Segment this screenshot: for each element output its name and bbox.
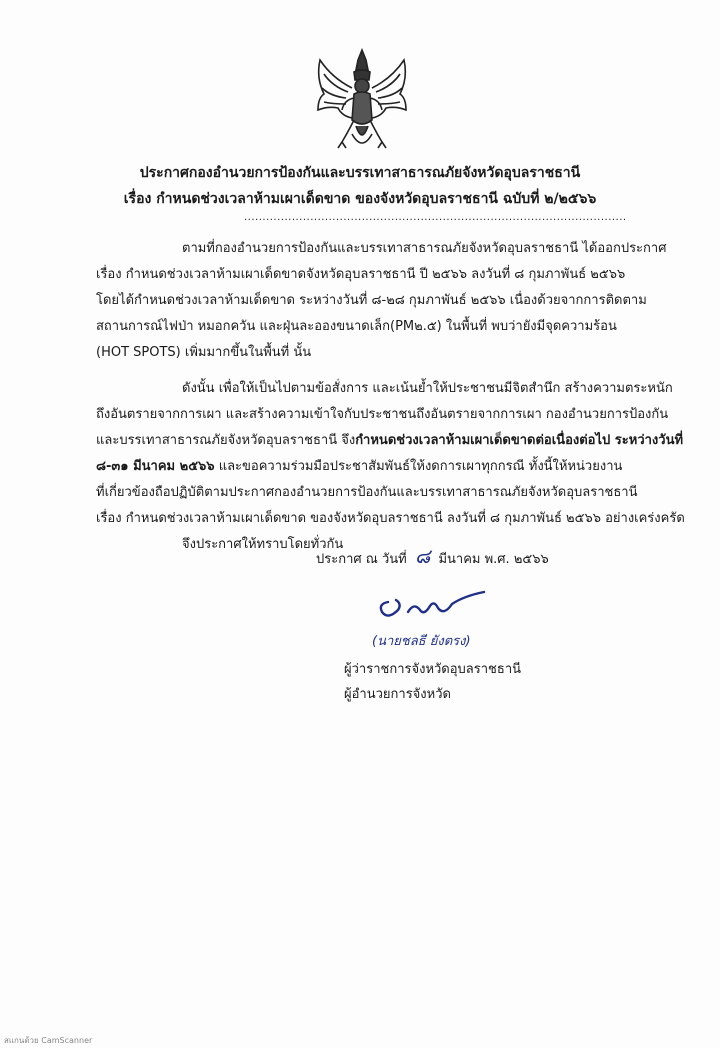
closing-statement: จึงประกาศให้ทราบโดยทั่วกัน <box>182 537 344 552</box>
paragraph-2-line-3-text: และบรรเทาสาธารณภัยจังหวัดอุบลราชธานี จึง <box>96 433 356 448</box>
handwritten-signature-icon <box>374 582 494 626</box>
scanner-watermark: สแกนด้วย CamScanner <box>4 1036 93 1045</box>
paragraph-1-line-1: ตามที่กองอำนวยการป้องกันและบรรเทาสาธารณภัยจังหวัดอุบลราชธานี ได้ออกประกาศ <box>182 241 667 256</box>
paragraph-2-line-1: ดังนั้น เพื่อให้เป็นไปตามข้อสั่งการ และเน้นย้ำให้ประชาชนมีจิตสำนึก สร้างความตระหนัก <box>182 381 673 396</box>
paragraph-2-line-6: เรื่อง กำหนดช่วงเวลาห้ามเผาเด็ดขาด ของจังหวัดอุบลราชธานี ลงวันที่ ๘ กุมภาพันธ์ ๒๕๖๖ อย่างเคร่งครัด <box>96 511 685 526</box>
title-separator: ........................................................................................................ <box>244 212 627 223</box>
paragraph-2-line-2: ถึงอันตรายจากการเผา และสร้างความเข้าใจกับประชาชนถึงอันตรายจากการเผา กองอำนวยการป้องกัน <box>96 407 669 422</box>
paragraph-1-line-3: โดยได้กำหนดช่วงเวลาห้ามเด็ดขาด ระหว่างวันที่ ๘-๒๘ กุมภาพันธ์ ๒๕๖๖ เนื่องด้วยจากการติดตาม <box>96 293 647 308</box>
handwritten-day: ๘ <box>414 544 431 568</box>
paragraph-1-line-4: สถานการณ์ไฟป่า หมอกควัน และฝุ่นละอองขนาดเล็ก(PM๒.๕) ในพื้นที่ พบว่ายังมีจุดความร้อน <box>96 319 617 334</box>
paragraph-1-line-5: (HOT SPOTS) เพิ่มมากขึ้นในพื้นที่ นั้น <box>96 345 312 360</box>
signer-name <box>372 630 471 651</box>
paragraph-2-line-3 <box>96 432 684 450</box>
garuda-emblem-icon <box>312 48 412 156</box>
date-prefix: ประกาศ ณ วันที่ <box>316 552 407 567</box>
announcement-date <box>316 540 549 572</box>
signer-position-governor: ผู้ว่าราชการจังหวัดอุบลราชธานี <box>344 662 522 677</box>
paragraph-1-line-2: เรื่อง กำหนดช่วงเวลาห้ามเผาเด็ดขาดจังหวัดอุบลราชธานี ปี ๒๕๖๖ ลงวันที่ ๘ กุมภาพันธ์ ๒๕๖๖ <box>96 267 626 282</box>
date-suffix: มีนาคม พ.ศ. ๒๕๖๖ <box>438 552 549 567</box>
burn-ban-dates: ๘-๓๑ มีนาคม ๒๕๖๖ <box>96 459 215 474</box>
signer-position-director: ผู้อำนวยการจังหวัด <box>344 687 451 702</box>
paragraph-2-line-5: ที่เกี่ยวข้องถือปฏิบัติตามประกาศกองอำนวยการป้องกันและบรรเทาสาธารณภัยจังหวัดอุบลราชธานี <box>96 485 638 500</box>
burn-ban-emphasis: กำหนดช่วงเวลาห้ามเผาเด็ดขาดต่อเนื่องต่อไป ระหว่างวันที่ <box>355 433 684 448</box>
signer-name-text: (นายชลธี ยังตรง) <box>372 634 471 649</box>
paragraph-2-line-4 <box>96 458 626 476</box>
announcement-subject: เรื่อง กำหนดช่วงเวลาห้ามเผาเด็ดขาด ของจังหวัดอุบลราชธานี ฉบับที่ ๒/๒๕๖๖ <box>123 191 597 207</box>
announcement-title: ประกาศกองอำนวยการป้องกันและบรรเทาสาธารณภัยจังหวัดอุบลราชธานี <box>139 165 581 181</box>
paragraph-2-line-4-text: และขอความร่วมมือประชาสัมพันธ์ให้งดการเผาทุกกรณี ทั้งนี้ให้หน่วยงาน <box>214 459 623 474</box>
